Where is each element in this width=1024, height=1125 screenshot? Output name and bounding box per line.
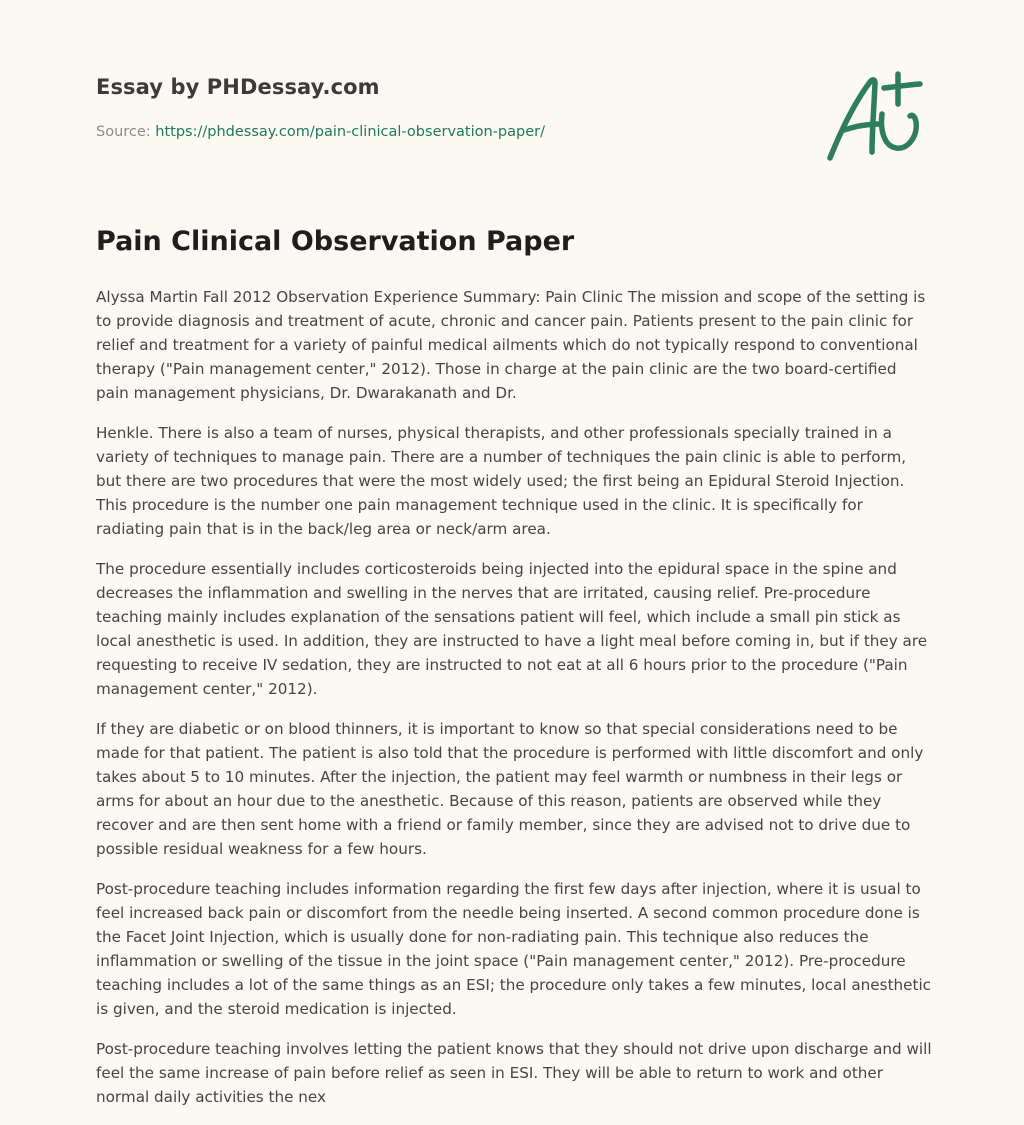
essay-paragraph: Henkle. There is also a team of nurses, physical therapists, and other professionals specially trained in a variety of techniques to manage pain. There are a number of techniques the pain clinic is able to perform, but there are two procedures that were the most widely used; the first being an Epidural Steroid Injection. This procedure is the number one pain management technique used in the clinic. It is specifically for radiating pain that is in the back/leg area or neck/arm area. (96, 424, 907, 538)
essay-paragraph: Alyssa Martin Fall 2012 Observation Experience Summary: Pain Clinic The mission and scope of the setting is to provide diagnosis and treatment of acute, chronic and cancer pain. Patients present to the pain clinic for relief and treatment for a variety of painful medical ailments which do not typically respond to conventional therapy ("Pain management center," 2012). Those in charge at the pain clinic are the two board-certified pain management physicians, Dr. Dwarakanath and Dr. (96, 288, 926, 402)
essay-paragraph: Post-procedure teaching involves letting the patient knows that they should not drive upon discharge and will feel the same increase of pain before relief as seen in ESI. They will be able to return to work and other normal daily activities the nex (96, 1040, 932, 1106)
source-link[interactable]: https://phdessay.com/pain-clinical-observation-paper/ (155, 124, 545, 140)
site-brand: Essay by PHDessay.com (96, 75, 380, 99)
a-plus-logo-icon (822, 68, 926, 164)
source-line (96, 124, 545, 140)
source-label: Source: (96, 124, 151, 140)
essay-paragraph: Post-procedure teaching includes information regarding the first few days after injection, where it is usual to feel increased back pain or discomfort from the needle being inserted. A second common procedure done is the Facet Joint Injection, which is usually done for non-radiating pain. This technique also reduces the inflammation or swelling of the tissue in the joint space ("Pain management center," 2012). Pre-procedure teaching includes a lot of the same things as an ESI; the procedure only takes a few minutes, local anesthetic is given, and the steroid medication is injected. (96, 880, 932, 1018)
essay-paragraph: The procedure essentially includes corticosteroids being injected into the epidural space in the spine and decreases the inflammation and swelling in the nerves that are irritated, causing relief. Pre-procedure teaching mainly includes explanation of the sensations patient will feel, which include a small pin stick as local anesthetic is used. In addition, they are instructed to have a light meal before coming in, but if they are requesting to receive IV sedation, they are instructed to not eat at all 6 hours prior to the procedure ("Pain management center," 2012). (96, 560, 928, 698)
essay-title: Pain Clinical Observation Paper (96, 226, 575, 257)
essay-body (96, 285, 932, 1125)
essay-paragraph: If they are diabetic or on blood thinners, it is important to know so that special considerations need to be made for that patient. The patient is also told that the procedure is performed with little discomfort and only takes about 5 to 10 minutes. After the injection, the patient may feel warmth or numbness in their legs or arms for about an hour due to the anesthetic. Because of this reason, patients are observed while they recover and are then sent home with a friend or family member, since they are advised not to drive due to possible residual weakness for a few hours. (96, 720, 924, 858)
